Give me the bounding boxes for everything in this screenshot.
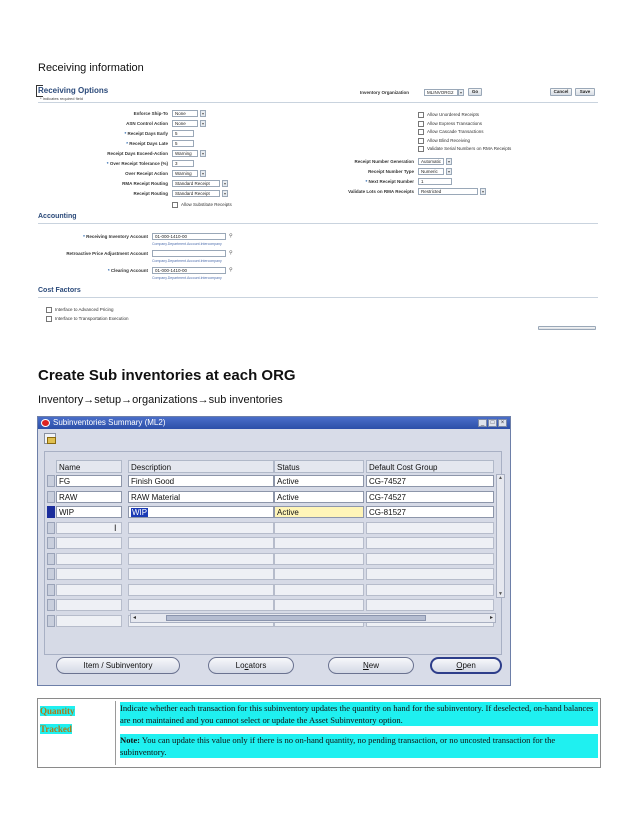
field-label-text: Enforce Ship-To <box>133 111 168 116</box>
field-label <box>68 191 168 196</box>
open-label-end: pen <box>462 661 476 670</box>
row-selector[interactable] <box>47 537 55 549</box>
cost-factor-label: Interface to Transportation Execution <box>55 316 129 321</box>
row-selector[interactable] <box>47 475 55 487</box>
horizontal-scrollbar[interactable] <box>130 613 496 623</box>
receiving-options-title: Receiving Options <box>38 86 109 95</box>
field-label <box>308 169 414 174</box>
field-label-text: Receipt Days Late <box>129 141 168 146</box>
minimize-icon[interactable]: _ <box>478 419 487 427</box>
account-field[interactable]: 01-000-1410-00 <box>152 233 226 240</box>
cost-factor-checkbox[interactable] <box>46 316 52 322</box>
column-header-description: Description <box>128 460 274 473</box>
go-button[interactable]: Go <box>468 88 482 96</box>
row-selector[interactable] <box>47 615 55 627</box>
window-title: Subinventories Summary (ML2) <box>53 418 166 427</box>
table-cell[interactable]: RAW Material <box>128 491 274 503</box>
table-cell[interactable]: CG-74527 <box>366 475 494 487</box>
divider <box>38 223 598 224</box>
new-label-end: ew <box>368 661 379 670</box>
field-value[interactable]: Warning <box>172 150 198 157</box>
account-field[interactable] <box>152 250 226 257</box>
definition-note <box>120 734 598 758</box>
note-label: Note: <box>120 735 141 745</box>
table-cell[interactable] <box>128 506 274 518</box>
account-hint: Company.Department.Account.Intercompany <box>152 242 222 246</box>
dropdown-icon[interactable] <box>200 120 206 127</box>
field-label-text: Over Receipt Action <box>125 171 168 176</box>
table-cell[interactable] <box>274 522 364 534</box>
dropdown-icon[interactable] <box>222 180 228 187</box>
subinventories-summary-window <box>37 416 511 686</box>
table-cell[interactable] <box>274 584 364 596</box>
table-cell[interactable] <box>128 568 274 580</box>
table-cell[interactable] <box>366 553 494 565</box>
maximize-icon[interactable]: □ <box>488 419 497 427</box>
locators-label-start: Lo <box>235 661 245 670</box>
nav-part-organizations: organizations <box>132 394 198 406</box>
item-subinventory-button[interactable]: Item / Subinventory <box>56 657 180 674</box>
table-cell[interactable] <box>56 615 122 627</box>
column-header-name: Name <box>56 460 122 473</box>
dropdown-icon[interactable] <box>446 158 452 165</box>
inventory-organization-label: Inventory Organization <box>360 90 410 95</box>
text-cursor-icon: I <box>114 523 117 533</box>
accounting-title: Accounting <box>38 213 77 220</box>
required-star-icon: * <box>365 179 369 184</box>
scroll-left-icon[interactable]: ◂ <box>133 615 137 621</box>
table-cell[interactable] <box>274 537 364 549</box>
row-selector[interactable] <box>47 553 55 565</box>
option-checkbox-label: Allow Cascade Transactions <box>427 129 484 134</box>
row-selector[interactable] <box>47 491 55 503</box>
field-value[interactable]: 1 <box>418 178 452 185</box>
divider <box>38 102 598 103</box>
table-cell[interactable]: Active <box>274 475 364 487</box>
field-value[interactable]: Warning <box>172 170 198 177</box>
field-label-text: Receipt Number Generation <box>354 159 414 164</box>
row-selector[interactable] <box>47 522 55 534</box>
field-value[interactable]: 5 <box>172 140 194 147</box>
table-cell[interactable]: Active <box>274 491 364 503</box>
quantity-tracked-definition <box>37 698 601 768</box>
field-label <box>68 171 168 176</box>
table-cell[interactable] <box>128 522 274 534</box>
arrow-icon: → <box>83 394 95 406</box>
cancel-button[interactable]: Cancel <box>550 88 572 96</box>
open-button[interactable] <box>430 657 502 674</box>
field-value[interactable]: Standard Receipt <box>172 190 220 197</box>
field-label <box>308 159 414 164</box>
dropdown-icon[interactable] <box>222 190 228 197</box>
field-label <box>68 131 168 136</box>
search-icon[interactable]: ⚲ <box>229 250 233 256</box>
option-checkbox[interactable] <box>418 146 424 152</box>
option-checkbox[interactable] <box>418 121 424 127</box>
definition-body <box>120 702 598 758</box>
account-hint: Company.Department.Account.Intercompany <box>152 259 222 263</box>
selected-text: WIP <box>132 508 148 517</box>
window-title-bar <box>38 417 510 429</box>
row-selector[interactable] <box>47 506 55 518</box>
table-cell[interactable] <box>56 522 122 534</box>
dropdown-icon[interactable] <box>200 150 206 157</box>
new-button[interactable] <box>328 657 414 674</box>
search-icon[interactable]: ⚲ <box>229 233 233 239</box>
note-text: You can update this value only if there is no on-hand quantity, no pending transaction, or no uncosted transaction for the subinventory. <box>120 735 556 757</box>
locators-button[interactable] <box>208 657 294 674</box>
option-checkbox-label: Allow Express Transactions <box>427 120 483 126</box>
new-label-mnemonic: N <box>362 661 369 670</box>
table-cell[interactable] <box>128 553 274 565</box>
table-cell[interactable] <box>56 599 122 611</box>
table-cell[interactable]: CG-81527 <box>366 506 494 518</box>
scroll-right-icon[interactable]: ▸ <box>489 615 493 621</box>
field-value[interactable]: Automatic <box>418 158 444 165</box>
oracle-icon <box>41 419 50 427</box>
nav-part-setup: setup <box>94 394 122 406</box>
table-cell[interactable] <box>128 584 274 596</box>
create-subinventories-heading: Create Sub inventories at each ORG <box>38 367 296 384</box>
locators-label-mnemonic: c <box>244 661 249 670</box>
row-selector[interactable] <box>47 568 55 580</box>
required-star-icon: * <box>106 161 110 166</box>
table-cell[interactable]: CG-74527 <box>366 491 494 503</box>
required-field-note: * Indicates required field <box>40 96 83 101</box>
field-label <box>38 251 148 256</box>
row-selector[interactable] <box>47 599 55 611</box>
arrow-icon: → <box>197 394 209 406</box>
field-label-text: ASN Control Action <box>126 121 168 126</box>
term-line-1: Quantity <box>40 706 75 716</box>
field-value[interactable]: None <box>172 110 198 117</box>
field-value[interactable]: 3 <box>172 160 194 167</box>
option-checkbox[interactable] <box>418 129 424 135</box>
allow-substitute-checkbox[interactable] <box>172 202 178 208</box>
inventory-organization-field[interactable]: MLINVORG2 <box>424 89 458 96</box>
allow-substitute-label: Allow Substitute Receipts <box>181 202 232 207</box>
nav-part-inventory: Inventory <box>38 394 84 406</box>
dropdown-icon[interactable] <box>446 168 452 175</box>
field-label <box>68 181 168 186</box>
option-checkbox[interactable] <box>418 112 424 118</box>
field-label <box>38 268 148 273</box>
definition-term <box>40 701 116 765</box>
table-cell[interactable] <box>128 599 274 611</box>
field-label <box>308 189 414 194</box>
receiving-options-screenshot <box>38 82 598 330</box>
cost-factor-checkbox[interactable] <box>46 307 52 313</box>
field-label <box>68 161 168 166</box>
table-cell[interactable] <box>274 568 364 580</box>
field-value[interactable]: 5 <box>172 130 194 137</box>
table-cell[interactable]: RAW <box>56 491 122 503</box>
definition-description: Indicate whether each transaction for this subinventory updates the quantity on hand for the subinventory. If deselected, on-hand balances are not maintained and you cannot select or update the Asset Subinventory option. <box>120 702 598 726</box>
term-line-2: Tracked <box>40 724 72 734</box>
required-star-icon: * <box>83 234 87 239</box>
required-star-icon: * <box>124 131 128 136</box>
column-header-status: Status <box>274 460 364 473</box>
table-cell[interactable] <box>56 537 122 549</box>
open-folder-icon[interactable] <box>44 433 56 444</box>
account-field[interactable]: 01-000-1410-00 <box>152 267 226 274</box>
table-cell[interactable] <box>366 537 494 549</box>
table-cell[interactable] <box>128 537 274 549</box>
option-checkbox-label: Validate Serial Numbers on RMA Receipts <box>427 146 512 151</box>
field-value[interactable]: Numeric <box>418 168 444 175</box>
field-label-text: Over Receipt Tolerance (%) <box>109 161 168 166</box>
field-label <box>68 151 168 156</box>
table-cell[interactable] <box>366 568 494 580</box>
column-header-default-cost-group: Default Cost Group <box>366 460 494 473</box>
field-label-text: Retroactive Price Adjustment Account <box>66 251 148 256</box>
inventory-organization-dropdown-icon[interactable] <box>458 89 464 96</box>
table-cell[interactable]: FG <box>56 475 122 487</box>
field-label-text: Receipt Number Type <box>368 169 414 174</box>
field-label-text: Validate Lots on RMA Receipts <box>348 189 414 194</box>
search-icon[interactable]: ⚲ <box>229 267 233 273</box>
field-label <box>308 179 414 184</box>
field-label <box>68 141 168 146</box>
field-value[interactable]: None <box>172 120 198 127</box>
field-value[interactable]: Restricted <box>418 188 478 195</box>
row-selector[interactable] <box>47 584 55 596</box>
option-checkbox-label: Allow Blind Receiving <box>427 137 471 143</box>
field-label-text: RMA Receipt Routing <box>122 181 168 186</box>
table-cell[interactable] <box>366 599 494 611</box>
close-icon[interactable]: × <box>498 419 507 427</box>
table-cell[interactable]: Active <box>274 506 364 518</box>
nav-part-subinventories: sub inventories <box>208 394 283 406</box>
dropdown-icon[interactable] <box>200 170 206 177</box>
cost-factors-title: Cost Factors <box>38 287 81 294</box>
field-label-text: Next Receipt Number <box>368 179 414 184</box>
field-label-text: Clearing Account <box>110 268 148 273</box>
divider <box>38 297 598 298</box>
vertical-scrollbar[interactable] <box>496 474 505 598</box>
receiving-information-heading: Receiving information <box>38 62 144 74</box>
save-button[interactable]: Save <box>575 88 595 96</box>
table-cell[interactable] <box>56 568 122 580</box>
field-value[interactable]: Standard Receipt <box>172 180 220 187</box>
table-cell[interactable] <box>366 522 494 534</box>
account-hint: Company.Department.Account.Intercompany <box>152 276 222 280</box>
table-cell[interactable] <box>56 553 122 565</box>
table-cell[interactable] <box>56 584 122 596</box>
field-label-text: Receiving Inventory Account <box>86 234 148 239</box>
table-cell[interactable]: WIP <box>56 506 122 518</box>
locators-label-end: ators <box>248 661 267 670</box>
dropdown-icon[interactable] <box>200 110 206 117</box>
table-cell[interactable] <box>366 584 494 596</box>
cost-factor-label: Interface to Advanced Pricing <box>55 307 114 312</box>
cut-off-button[interactable] <box>538 326 596 330</box>
arrow-icon: → <box>121 394 133 406</box>
field-label-text: Receipt Days Exceed-Action <box>107 151 168 156</box>
field-label <box>38 234 148 239</box>
field-label <box>68 111 168 116</box>
open-label-mnemonic: O <box>456 661 463 670</box>
option-checkbox[interactable] <box>418 138 424 144</box>
table-cell[interactable]: Finish Good <box>128 475 274 487</box>
option-checkbox-label: Allow Unordered Receipts <box>427 112 480 117</box>
field-label-text: Receipt Routing <box>133 191 168 196</box>
navigation-path <box>38 394 283 406</box>
table-cell[interactable] <box>274 553 364 565</box>
required-star-icon: * <box>126 141 130 146</box>
table-cell[interactable] <box>274 599 364 611</box>
dropdown-icon[interactable] <box>480 188 486 195</box>
field-label-text: Receipt Days Early <box>127 131 168 136</box>
horizontal-scroll-thumb[interactable] <box>166 615 426 621</box>
field-label <box>68 121 168 126</box>
required-star-icon: * <box>107 268 111 273</box>
